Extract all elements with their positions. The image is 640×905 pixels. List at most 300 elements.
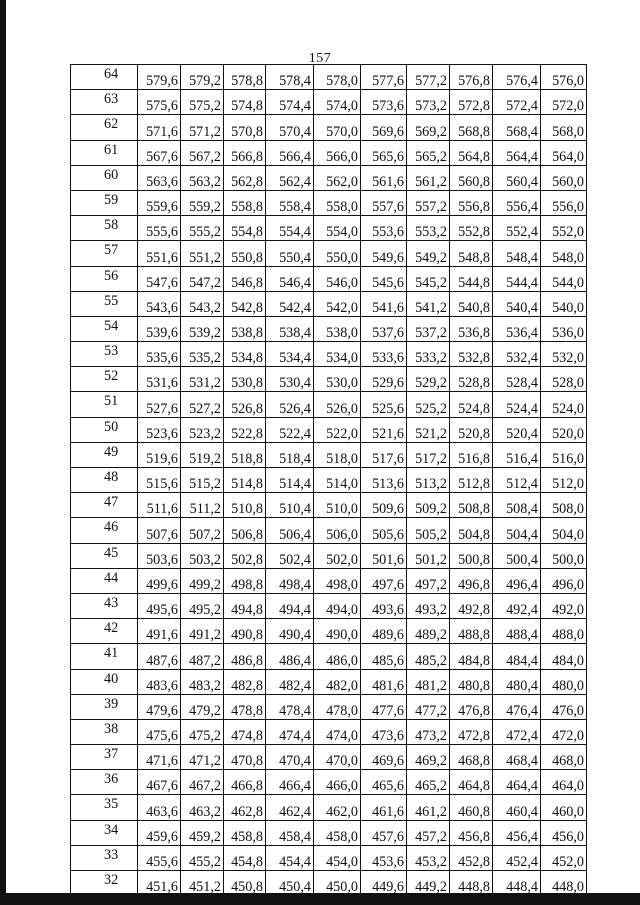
value-cell: 448,8 [450, 871, 493, 896]
value-cell: 490,0 [314, 619, 361, 644]
table-row [71, 518, 587, 543]
value-cell: 533,2 [407, 342, 450, 367]
value-cell: 493,2 [407, 593, 450, 618]
value-cell: 523,6 [138, 417, 181, 442]
value-cell: 530,8 [224, 367, 266, 392]
value-cell: 498,8 [224, 568, 266, 593]
value-cell: 552,0 [541, 216, 587, 241]
value-cell: 544,8 [450, 266, 493, 291]
value-cell: 535,2 [181, 342, 224, 367]
conversion-table-container [70, 64, 586, 896]
row-label-cell: 43 [71, 593, 138, 618]
row-label-cell: 48 [71, 468, 138, 493]
value-cell: 479,6 [138, 694, 181, 719]
value-cell: 489,2 [407, 619, 450, 644]
value-cell: 563,6 [138, 165, 181, 190]
value-cell: 456,4 [493, 820, 541, 845]
row-label-cell: 42 [71, 619, 138, 644]
value-cell: 571,6 [138, 115, 181, 140]
table-row [71, 115, 587, 140]
value-cell: 514,4 [266, 468, 314, 493]
table-row [71, 493, 587, 518]
value-cell: 463,6 [138, 795, 181, 820]
value-cell: 467,2 [181, 770, 224, 795]
value-cell: 461,2 [407, 795, 450, 820]
value-cell: 472,0 [541, 719, 587, 744]
value-cell: 470,8 [224, 745, 266, 770]
value-cell: 538,8 [224, 316, 266, 341]
value-cell: 500,4 [493, 543, 541, 568]
value-cell: 568,8 [450, 115, 493, 140]
value-cell: 466,4 [266, 770, 314, 795]
value-cell: 502,8 [224, 543, 266, 568]
value-cell: 503,6 [138, 543, 181, 568]
table-row [71, 417, 587, 442]
value-cell: 500,8 [450, 543, 493, 568]
value-cell: 499,2 [181, 568, 224, 593]
value-cell: 554,0 [314, 216, 361, 241]
value-cell: 495,2 [181, 593, 224, 618]
value-cell: 466,8 [224, 770, 266, 795]
value-cell: 528,0 [541, 367, 587, 392]
value-cell: 483,6 [138, 669, 181, 694]
value-cell: 521,6 [361, 417, 407, 442]
value-cell: 459,6 [138, 820, 181, 845]
table-row [71, 619, 587, 644]
value-cell: 528,4 [493, 367, 541, 392]
value-cell: 514,8 [224, 468, 266, 493]
value-cell: 544,4 [493, 266, 541, 291]
value-cell: 575,2 [181, 90, 224, 115]
value-cell: 566,0 [314, 140, 361, 165]
value-cell: 460,8 [450, 795, 493, 820]
table-row [71, 266, 587, 291]
value-cell: 524,4 [493, 392, 541, 417]
value-cell: 497,2 [407, 568, 450, 593]
value-cell: 512,4 [493, 468, 541, 493]
value-cell: 485,6 [361, 644, 407, 669]
value-cell: 550,0 [314, 241, 361, 266]
value-cell: 488,4 [493, 619, 541, 644]
row-label-cell: 40 [71, 669, 138, 694]
value-cell: 481,2 [407, 669, 450, 694]
value-cell: 453,6 [361, 845, 407, 870]
value-cell: 546,0 [314, 266, 361, 291]
value-cell: 502,0 [314, 543, 361, 568]
value-cell: 484,0 [541, 644, 587, 669]
value-cell: 539,6 [138, 316, 181, 341]
table-row [71, 468, 587, 493]
value-cell: 566,4 [266, 140, 314, 165]
value-cell: 555,2 [181, 216, 224, 241]
value-cell: 501,6 [361, 543, 407, 568]
value-cell: 519,6 [138, 442, 181, 467]
value-cell: 510,0 [314, 493, 361, 518]
row-label-cell: 36 [71, 770, 138, 795]
value-cell: 529,2 [407, 367, 450, 392]
value-cell: 516,0 [541, 442, 587, 467]
value-cell: 462,8 [224, 795, 266, 820]
table-row [71, 241, 587, 266]
value-cell: 562,4 [266, 165, 314, 190]
value-cell: 578,8 [224, 65, 266, 90]
value-cell: 561,2 [407, 165, 450, 190]
value-cell: 499,6 [138, 568, 181, 593]
table-row [71, 216, 587, 241]
value-cell: 476,4 [493, 694, 541, 719]
value-cell: 546,8 [224, 266, 266, 291]
value-cell: 491,2 [181, 619, 224, 644]
value-cell: 564,8 [450, 140, 493, 165]
value-cell: 470,0 [314, 745, 361, 770]
value-cell: 534,4 [266, 342, 314, 367]
value-cell: 516,4 [493, 442, 541, 467]
value-cell: 549,2 [407, 241, 450, 266]
value-cell: 500,0 [541, 543, 587, 568]
table-row [71, 745, 587, 770]
value-cell: 532,0 [541, 342, 587, 367]
value-cell: 506,4 [266, 518, 314, 543]
value-cell: 543,6 [138, 291, 181, 316]
value-cell: 454,0 [314, 845, 361, 870]
value-cell: 537,2 [407, 316, 450, 341]
value-cell: 545,6 [361, 266, 407, 291]
value-cell: 536,0 [541, 316, 587, 341]
value-cell: 550,4 [266, 241, 314, 266]
value-cell: 505,2 [407, 518, 450, 543]
value-cell: 562,8 [224, 165, 266, 190]
table-row [71, 694, 587, 719]
value-cell: 515,2 [181, 468, 224, 493]
value-cell: 569,2 [407, 115, 450, 140]
row-label-cell: 58 [71, 216, 138, 241]
value-cell: 556,8 [450, 190, 493, 215]
value-cell: 484,8 [450, 644, 493, 669]
value-cell: 508,4 [493, 493, 541, 518]
value-cell: 546,4 [266, 266, 314, 291]
value-cell: 456,8 [450, 820, 493, 845]
value-cell: 486,8 [224, 644, 266, 669]
row-label-cell: 51 [71, 392, 138, 417]
value-cell: 506,0 [314, 518, 361, 543]
value-cell: 504,4 [493, 518, 541, 543]
value-cell: 576,0 [541, 65, 587, 90]
table-row [71, 845, 587, 870]
value-cell: 538,0 [314, 316, 361, 341]
value-cell: 473,2 [407, 719, 450, 744]
row-label-cell: 34 [71, 820, 138, 845]
value-cell: 532,4 [493, 342, 541, 367]
value-cell: 540,0 [541, 291, 587, 316]
value-cell: 491,6 [138, 619, 181, 644]
value-cell: 471,2 [181, 745, 224, 770]
table-row [71, 316, 587, 341]
value-cell: 482,4 [266, 669, 314, 694]
row-label-cell: 33 [71, 845, 138, 870]
value-cell: 573,6 [361, 90, 407, 115]
table-row [71, 871, 587, 896]
value-cell: 574,4 [266, 90, 314, 115]
row-label-cell: 62 [71, 115, 138, 140]
value-cell: 490,4 [266, 619, 314, 644]
value-cell: 542,8 [224, 291, 266, 316]
value-cell: 454,4 [266, 845, 314, 870]
value-cell: 536,8 [450, 316, 493, 341]
row-label-cell: 45 [71, 543, 138, 568]
value-cell: 541,6 [361, 291, 407, 316]
value-cell: 521,2 [407, 417, 450, 442]
row-label-cell: 59 [71, 190, 138, 215]
row-label-cell: 47 [71, 493, 138, 518]
value-cell: 461,6 [361, 795, 407, 820]
table-row [71, 593, 587, 618]
table-row [71, 342, 587, 367]
value-cell: 483,2 [181, 669, 224, 694]
value-cell: 531,6 [138, 367, 181, 392]
value-cell: 449,2 [407, 871, 450, 896]
value-cell: 522,0 [314, 417, 361, 442]
row-label-cell: 53 [71, 342, 138, 367]
value-cell: 497,6 [361, 568, 407, 593]
value-cell: 540,4 [493, 291, 541, 316]
value-cell: 462,0 [314, 795, 361, 820]
value-cell: 526,4 [266, 392, 314, 417]
value-cell: 496,4 [493, 568, 541, 593]
value-cell: 536,4 [493, 316, 541, 341]
row-label-cell: 46 [71, 518, 138, 543]
value-cell: 450,4 [266, 871, 314, 896]
table-row [71, 190, 587, 215]
value-cell: 572,0 [541, 90, 587, 115]
value-cell: 477,2 [407, 694, 450, 719]
value-cell: 557,2 [407, 190, 450, 215]
table-row [71, 543, 587, 568]
value-cell: 451,6 [138, 871, 181, 896]
value-cell: 571,2 [181, 115, 224, 140]
value-cell: 579,6 [138, 65, 181, 90]
value-cell: 485,2 [407, 644, 450, 669]
scan-border-left [0, 0, 6, 905]
value-cell: 558,4 [266, 190, 314, 215]
value-cell: 554,8 [224, 216, 266, 241]
value-cell: 569,6 [361, 115, 407, 140]
value-cell: 568,4 [493, 115, 541, 140]
value-cell: 510,8 [224, 493, 266, 518]
table-row [71, 719, 587, 744]
value-cell: 558,0 [314, 190, 361, 215]
value-cell: 464,4 [493, 770, 541, 795]
value-cell: 463,2 [181, 795, 224, 820]
value-cell: 493,6 [361, 593, 407, 618]
table-row [71, 392, 587, 417]
value-cell: 490,8 [224, 619, 266, 644]
value-cell: 557,6 [361, 190, 407, 215]
row-label-cell: 60 [71, 165, 138, 190]
row-label-cell: 57 [71, 241, 138, 266]
row-label-cell: 52 [71, 367, 138, 392]
value-cell: 504,8 [450, 518, 493, 543]
value-cell: 455,6 [138, 845, 181, 870]
value-cell: 478,4 [266, 694, 314, 719]
value-cell: 526,0 [314, 392, 361, 417]
value-cell: 502,4 [266, 543, 314, 568]
value-cell: 509,6 [361, 493, 407, 518]
value-cell: 522,8 [224, 417, 266, 442]
value-cell: 507,2 [181, 518, 224, 543]
value-cell: 508,0 [541, 493, 587, 518]
value-cell: 452,4 [493, 845, 541, 870]
value-cell: 518,4 [266, 442, 314, 467]
value-cell: 559,6 [138, 190, 181, 215]
value-cell: 558,8 [224, 190, 266, 215]
value-cell: 574,8 [224, 90, 266, 115]
value-cell: 453,2 [407, 845, 450, 870]
value-cell: 552,4 [493, 216, 541, 241]
value-cell: 484,4 [493, 644, 541, 669]
value-cell: 478,8 [224, 694, 266, 719]
value-cell: 475,6 [138, 719, 181, 744]
table-row [71, 367, 587, 392]
value-cell: 540,8 [450, 291, 493, 316]
value-cell: 486,0 [314, 644, 361, 669]
value-cell: 465,2 [407, 770, 450, 795]
value-cell: 474,0 [314, 719, 361, 744]
value-cell: 476,8 [450, 694, 493, 719]
value-cell: 572,4 [493, 90, 541, 115]
value-cell: 448,0 [541, 871, 587, 896]
value-cell: 478,0 [314, 694, 361, 719]
value-cell: 494,4 [266, 593, 314, 618]
table-row [71, 820, 587, 845]
value-cell: 555,6 [138, 216, 181, 241]
value-cell: 494,8 [224, 593, 266, 618]
value-cell: 573,2 [407, 90, 450, 115]
value-cell: 523,2 [181, 417, 224, 442]
value-cell: 492,0 [541, 593, 587, 618]
value-cell: 487,6 [138, 644, 181, 669]
value-cell: 535,6 [138, 342, 181, 367]
row-label-cell: 56 [71, 266, 138, 291]
value-cell: 531,2 [181, 367, 224, 392]
value-cell: 450,8 [224, 871, 266, 896]
value-cell: 460,0 [541, 795, 587, 820]
value-cell: 566,8 [224, 140, 266, 165]
value-cell: 545,2 [407, 266, 450, 291]
value-cell: 564,4 [493, 140, 541, 165]
value-cell: 534,8 [224, 342, 266, 367]
value-cell: 472,8 [450, 719, 493, 744]
value-cell: 512,0 [541, 468, 587, 493]
value-cell: 465,6 [361, 770, 407, 795]
value-cell: 498,4 [266, 568, 314, 593]
value-cell: 567,2 [181, 140, 224, 165]
value-cell: 458,8 [224, 820, 266, 845]
value-cell: 552,8 [450, 216, 493, 241]
value-cell: 574,0 [314, 90, 361, 115]
value-cell: 560,8 [450, 165, 493, 190]
value-cell: 570,8 [224, 115, 266, 140]
value-cell: 468,4 [493, 745, 541, 770]
value-cell: 564,0 [541, 140, 587, 165]
value-cell: 471,6 [138, 745, 181, 770]
value-cell: 474,4 [266, 719, 314, 744]
value-cell: 489,6 [361, 619, 407, 644]
value-cell: 492,8 [450, 593, 493, 618]
value-cell: 479,2 [181, 694, 224, 719]
value-cell: 482,8 [224, 669, 266, 694]
value-cell: 508,8 [450, 493, 493, 518]
value-cell: 462,4 [266, 795, 314, 820]
value-cell: 556,0 [541, 190, 587, 215]
value-cell: 577,2 [407, 65, 450, 90]
value-cell: 550,8 [224, 241, 266, 266]
row-label-cell: 44 [71, 568, 138, 593]
value-cell: 449,6 [361, 871, 407, 896]
value-cell: 488,0 [541, 619, 587, 644]
value-cell: 513,6 [361, 468, 407, 493]
value-cell: 455,2 [181, 845, 224, 870]
value-cell: 565,2 [407, 140, 450, 165]
value-cell: 542,0 [314, 291, 361, 316]
value-cell: 517,2 [407, 442, 450, 467]
value-cell: 464,8 [450, 770, 493, 795]
value-cell: 541,2 [407, 291, 450, 316]
table-row [71, 442, 587, 467]
row-label-cell: 35 [71, 795, 138, 820]
table-row [71, 795, 587, 820]
value-cell: 560,4 [493, 165, 541, 190]
table-row [71, 90, 587, 115]
value-cell: 528,8 [450, 367, 493, 392]
value-cell: 511,6 [138, 493, 181, 518]
value-cell: 534,0 [314, 342, 361, 367]
value-cell: 526,8 [224, 392, 266, 417]
value-cell: 518,0 [314, 442, 361, 467]
value-cell: 577,6 [361, 65, 407, 90]
value-cell: 450,0 [314, 871, 361, 896]
value-cell: 570,0 [314, 115, 361, 140]
value-cell: 576,4 [493, 65, 541, 90]
value-cell: 551,6 [138, 241, 181, 266]
value-cell: 476,0 [541, 694, 587, 719]
value-cell: 486,4 [266, 644, 314, 669]
value-cell: 518,8 [224, 442, 266, 467]
value-cell: 519,2 [181, 442, 224, 467]
value-cell: 457,2 [407, 820, 450, 845]
row-label-cell: 55 [71, 291, 138, 316]
value-cell: 507,6 [138, 518, 181, 543]
value-cell: 553,6 [361, 216, 407, 241]
value-cell: 458,0 [314, 820, 361, 845]
value-cell: 451,2 [181, 871, 224, 896]
value-cell: 542,4 [266, 291, 314, 316]
value-cell: 511,2 [181, 493, 224, 518]
table-row [71, 140, 587, 165]
value-cell: 548,4 [493, 241, 541, 266]
value-cell: 524,0 [541, 392, 587, 417]
value-cell: 556,4 [493, 190, 541, 215]
value-cell: 498,0 [314, 568, 361, 593]
value-cell: 481,6 [361, 669, 407, 694]
value-cell: 539,2 [181, 316, 224, 341]
value-cell: 506,8 [224, 518, 266, 543]
row-label-cell: 49 [71, 442, 138, 467]
value-cell: 530,4 [266, 367, 314, 392]
value-cell: 515,6 [138, 468, 181, 493]
row-label-cell: 32 [71, 871, 138, 896]
value-cell: 512,8 [450, 468, 493, 493]
page-number: 157 [308, 51, 332, 66]
